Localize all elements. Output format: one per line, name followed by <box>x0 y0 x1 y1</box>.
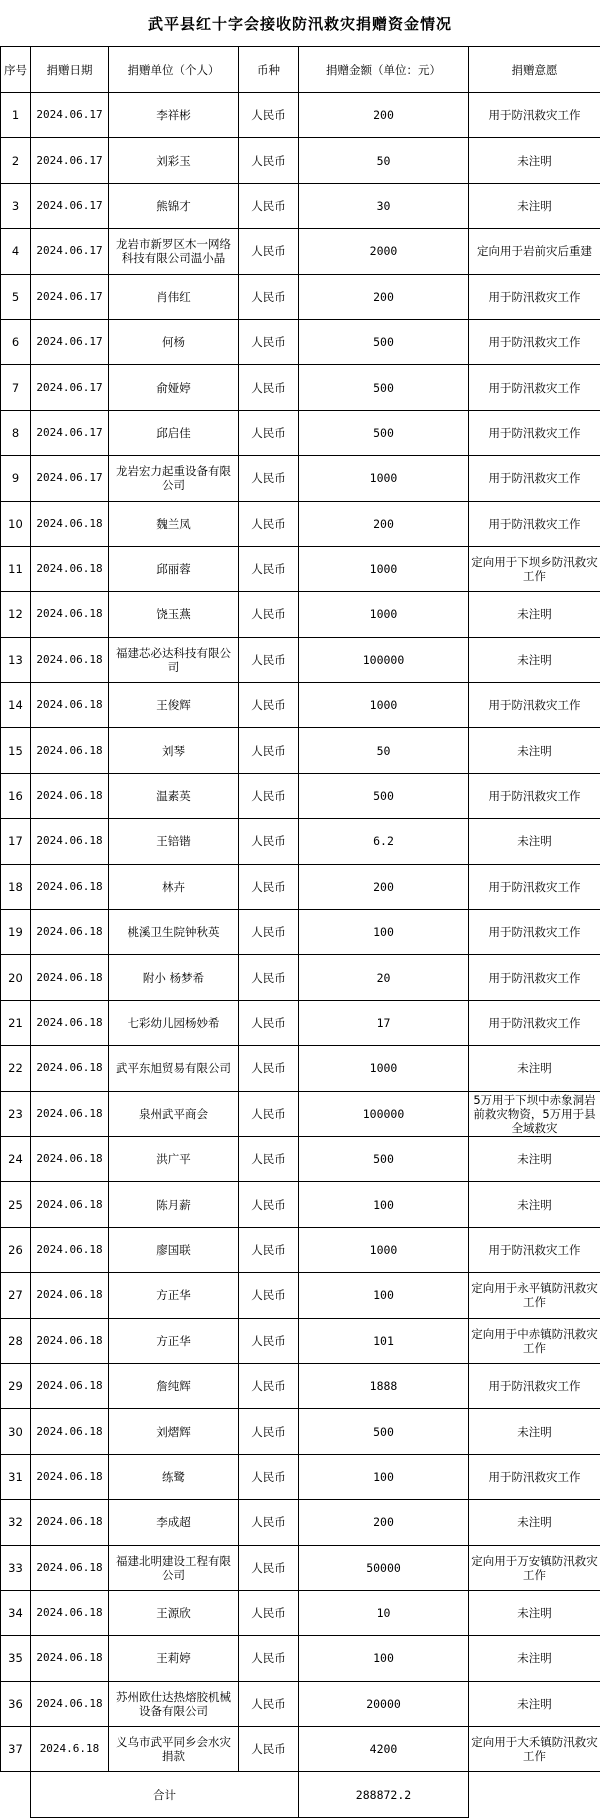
cell-purpose: 未注明 <box>469 1636 600 1681</box>
cell-no: 34 <box>1 1590 31 1635</box>
cell-donor: 方正华 <box>109 1273 239 1318</box>
cell-amount: 17 <box>299 1000 469 1045</box>
cell-currency: 人民币 <box>239 955 299 1000</box>
cell-donor: 李成超 <box>109 1500 239 1545</box>
cell-amount: 100 <box>299 1636 469 1681</box>
cell-purpose: 未注明 <box>469 728 600 773</box>
table-row <box>1 1545 600 1590</box>
cell-date: 2024.06.17 <box>31 274 109 319</box>
cell-date: 2024.06.18 <box>31 501 109 546</box>
header-amount: 捐赠金额（单位：元） <box>299 47 469 93</box>
cell-purpose: 未注明 <box>469 1681 600 1726</box>
cell-no: 21 <box>1 1000 31 1045</box>
cell-no: 15 <box>1 728 31 773</box>
cell-amount: 50000 <box>299 1545 469 1590</box>
cell-purpose: 定向用于大禾镇防汛救灾工作 <box>469 1727 600 1772</box>
cell-amount: 200 <box>299 864 469 909</box>
cell-currency: 人民币 <box>239 773 299 818</box>
cell-amount: 500 <box>299 1409 469 1454</box>
cell-donor: 廖国联 <box>109 1227 239 1272</box>
table-row <box>1 955 600 1000</box>
cell-amount: 6.2 <box>299 819 469 864</box>
cell-amount: 100000 <box>299 1091 469 1136</box>
cell-donor: 魏兰凤 <box>109 501 239 546</box>
cell-no: 5 <box>1 274 31 319</box>
cell-purpose: 用于防汛救灾工作 <box>469 1227 600 1272</box>
cell-purpose: 用于防汛救灾工作 <box>469 501 600 546</box>
cell-purpose: 用于防汛救灾工作 <box>469 410 600 455</box>
cell-amount: 500 <box>299 319 469 364</box>
table-header-row <box>1 47 600 93</box>
cell-donor: 洪广平 <box>109 1136 239 1181</box>
table-row <box>1 410 600 455</box>
cell-no: 22 <box>1 1046 31 1091</box>
cell-donor: 王俊辉 <box>109 683 239 728</box>
cell-date: 2024.06.17 <box>31 138 109 183</box>
table-row <box>1 546 600 591</box>
cell-no: 2 <box>1 138 31 183</box>
cell-currency: 人民币 <box>239 501 299 546</box>
cell-date: 2024.06.18 <box>31 819 109 864</box>
cell-date: 2024.06.18 <box>31 773 109 818</box>
cell-donor: 王锫锴 <box>109 819 239 864</box>
cell-amount: 101 <box>299 1318 469 1363</box>
cell-date: 2024.06.18 <box>31 1454 109 1499</box>
cell-currency: 人民币 <box>239 1091 299 1136</box>
cell-purpose: 未注明 <box>469 138 600 183</box>
cell-currency: 人民币 <box>239 229 299 274</box>
cell-no: 10 <box>1 501 31 546</box>
cell-amount: 200 <box>299 1500 469 1545</box>
cell-donor: 王源欣 <box>109 1590 239 1635</box>
cell-no: 23 <box>1 1091 31 1136</box>
cell-amount: 20000 <box>299 1681 469 1726</box>
cell-amount: 1000 <box>299 683 469 728</box>
table-row <box>1 138 600 183</box>
cell-donor: 附小 杨梦希 <box>109 955 239 1000</box>
cell-amount: 2000 <box>299 229 469 274</box>
table-row <box>1 1500 600 1545</box>
cell-date: 2024.06.18 <box>31 1227 109 1272</box>
cell-amount: 100000 <box>299 637 469 682</box>
cell-no: 8 <box>1 410 31 455</box>
cell-purpose: 用于防汛救灾工作 <box>469 773 600 818</box>
cell-no: 11 <box>1 546 31 591</box>
table-row <box>1 1318 600 1363</box>
cell-donor: 俞娅婷 <box>109 365 239 410</box>
cell-purpose: 用于防汛救灾工作 <box>469 683 600 728</box>
cell-amount: 50 <box>299 138 469 183</box>
cell-donor: 邱启佳 <box>109 410 239 455</box>
cell-currency: 人民币 <box>239 93 299 138</box>
cell-no: 14 <box>1 683 31 728</box>
cell-donor: 林卉 <box>109 864 239 909</box>
cell-amount: 1888 <box>299 1363 469 1408</box>
cell-amount: 200 <box>299 501 469 546</box>
cell-no: 19 <box>1 910 31 955</box>
cell-purpose: 未注明 <box>469 1409 600 1454</box>
cell-amount: 50 <box>299 728 469 773</box>
cell-donor: 练鹭 <box>109 1454 239 1499</box>
cell-currency: 人民币 <box>239 319 299 364</box>
header-currency: 币种 <box>239 47 299 93</box>
cell-date: 2024.06.18 <box>31 592 109 637</box>
cell-donor: 龙岩市新罗区木一网络科技有限公司温小晶 <box>109 229 239 274</box>
cell-currency: 人民币 <box>239 138 299 183</box>
cell-currency: 人民币 <box>239 1727 299 1772</box>
cell-purpose: 定向用于中赤镇防汛救灾工作 <box>469 1318 600 1363</box>
cell-no: 1 <box>1 93 31 138</box>
cell-currency: 人民币 <box>239 1136 299 1181</box>
cell-purpose: 用于防汛救灾工作 <box>469 864 600 909</box>
cell-no: 37 <box>1 1727 31 1772</box>
cell-date: 2024.06.18 <box>31 1545 109 1590</box>
cell-no: 9 <box>1 456 31 501</box>
cell-date: 2024.06.18 <box>31 1182 109 1227</box>
cell-currency: 人民币 <box>239 1000 299 1045</box>
cell-purpose: 用于防汛救灾工作 <box>469 910 600 955</box>
table-row <box>1 1136 600 1181</box>
cell-amount: 1000 <box>299 592 469 637</box>
cell-date: 2024.06.18 <box>31 1136 109 1181</box>
cell-date: 2024.06.17 <box>31 319 109 364</box>
cell-currency: 人民币 <box>239 365 299 410</box>
cell-date: 2024.06.18 <box>31 1091 109 1136</box>
table-row <box>1 1681 600 1726</box>
header-purpose: 捐赠意愿 <box>469 47 600 93</box>
cell-currency: 人民币 <box>239 1636 299 1681</box>
cell-purpose: 用于防汛救灾工作 <box>469 1363 600 1408</box>
cell-amount: 1000 <box>299 456 469 501</box>
table-row <box>1 773 600 818</box>
cell-amount: 30 <box>299 183 469 228</box>
cell-purpose: 用于防汛救灾工作 <box>469 1000 600 1045</box>
table-row <box>1 1636 600 1681</box>
cell-date: 2024.06.18 <box>31 1681 109 1726</box>
cell-amount: 20 <box>299 955 469 1000</box>
cell-donor: 陈月薪 <box>109 1182 239 1227</box>
cell-no: 3 <box>1 183 31 228</box>
table-row <box>1 683 600 728</box>
cell-no: 24 <box>1 1136 31 1181</box>
cell-donor: 熊锦才 <box>109 183 239 228</box>
cell-currency: 人民币 <box>239 183 299 228</box>
cell-donor: 李祥彬 <box>109 93 239 138</box>
cell-no: 29 <box>1 1363 31 1408</box>
cell-currency: 人民币 <box>239 1681 299 1726</box>
cell-no: 18 <box>1 864 31 909</box>
cell-donor: 邱丽蓉 <box>109 546 239 591</box>
cell-no: 32 <box>1 1500 31 1545</box>
cell-no: 16 <box>1 773 31 818</box>
cell-purpose: 用于防汛救灾工作 <box>469 955 600 1000</box>
cell-donor: 王莉婷 <box>109 1636 239 1681</box>
table-row <box>1 1590 600 1635</box>
table-row <box>1 365 600 410</box>
cell-no: 36 <box>1 1681 31 1726</box>
table-row <box>1 592 600 637</box>
cell-date: 2024.06.18 <box>31 910 109 955</box>
table-row <box>1 229 600 274</box>
cell-donor: 七彩幼儿园杨妙希 <box>109 1000 239 1045</box>
cell-currency: 人民币 <box>239 1500 299 1545</box>
cell-date: 2024.06.18 <box>31 1409 109 1454</box>
cell-donor: 武平东旭贸易有限公司 <box>109 1046 239 1091</box>
cell-no: 30 <box>1 1409 31 1454</box>
cell-date: 2024.06.17 <box>31 93 109 138</box>
cell-donor: 泉州武平商会 <box>109 1091 239 1136</box>
cell-currency: 人民币 <box>239 1409 299 1454</box>
header-no: 序号 <box>1 47 31 93</box>
cell-no: 33 <box>1 1545 31 1590</box>
cell-purpose: 未注明 <box>469 637 600 682</box>
cell-purpose: 定向用于岩前灾后重建 <box>469 229 600 274</box>
cell-no: 20 <box>1 955 31 1000</box>
cell-purpose: 用于防汛救灾工作 <box>469 319 600 364</box>
cell-amount: 500 <box>299 365 469 410</box>
cell-no: 12 <box>1 592 31 637</box>
cell-purpose: 5万用于下坝中赤象洞岩前救灾物资，5万用于县全域救灾 <box>469 1091 600 1136</box>
cell-amount: 500 <box>299 1136 469 1181</box>
cell-amount: 500 <box>299 410 469 455</box>
cell-currency: 人民币 <box>239 1273 299 1318</box>
cell-currency: 人民币 <box>239 1545 299 1590</box>
table-row <box>1 864 600 909</box>
cell-donor: 刘琴 <box>109 728 239 773</box>
table-row <box>1 501 600 546</box>
table-row <box>1 1363 600 1408</box>
cell-date: 2024.06.18 <box>31 546 109 591</box>
cell-no: 31 <box>1 1454 31 1499</box>
cell-purpose: 未注明 <box>469 1046 600 1091</box>
cell-no: 28 <box>1 1318 31 1363</box>
cell-amount: 100 <box>299 1182 469 1227</box>
cell-donor: 苏州欧仕达热熔胶机械设备有限公司 <box>109 1681 239 1726</box>
cell-amount: 500 <box>299 773 469 818</box>
table-row <box>1 1046 600 1091</box>
table-row <box>1 456 600 501</box>
cell-currency: 人民币 <box>239 546 299 591</box>
table-row <box>1 1273 600 1318</box>
cell-donor: 饶玉燕 <box>109 592 239 637</box>
cell-no: 13 <box>1 637 31 682</box>
cell-date: 2024.06.18 <box>31 864 109 909</box>
cell-purpose: 定向用于万安镇防汛救灾工作 <box>469 1545 600 1590</box>
cell-donor: 桃溪卫生院钟秋英 <box>109 910 239 955</box>
cell-purpose: 定向用于永平镇防汛救灾工作 <box>469 1273 600 1318</box>
cell-donor: 义乌市武平同乡会水灾捐款 <box>109 1727 239 1772</box>
cell-date: 2024.06.18 <box>31 1363 109 1408</box>
cell-purpose: 未注明 <box>469 1136 600 1181</box>
cell-currency: 人民币 <box>239 1318 299 1363</box>
cell-currency: 人民币 <box>239 456 299 501</box>
cell-currency: 人民币 <box>239 819 299 864</box>
cell-date: 2024.06.17 <box>31 410 109 455</box>
cell-date: 2024.06.17 <box>31 456 109 501</box>
cell-currency: 人民币 <box>239 910 299 955</box>
table-row <box>1 1409 600 1454</box>
cell-purpose: 未注明 <box>469 819 600 864</box>
cell-purpose: 用于防汛救灾工作 <box>469 274 600 319</box>
cell-currency: 人民币 <box>239 1454 299 1499</box>
table-row <box>1 1000 600 1045</box>
cell-date: 2024.06.17 <box>31 229 109 274</box>
cell-date: 2024.06.18 <box>31 1318 109 1363</box>
cell-date: 2024.06.18 <box>31 1000 109 1045</box>
donation-table <box>0 46 600 1818</box>
cell-no: 26 <box>1 1227 31 1272</box>
cell-donor: 詹纯辉 <box>109 1363 239 1408</box>
table-row <box>1 1091 600 1136</box>
table-row <box>1 728 600 773</box>
cell-date: 2024.06.18 <box>31 955 109 1000</box>
table-row <box>1 319 600 364</box>
cell-amount: 4200 <box>299 1727 469 1772</box>
header-date: 捐赠日期 <box>31 47 109 93</box>
cell-no: 7 <box>1 365 31 410</box>
total-amount: 288872.2 <box>299 1772 469 1818</box>
cell-purpose: 用于防汛救灾工作 <box>469 93 600 138</box>
cell-purpose: 未注明 <box>469 1500 600 1545</box>
cell-donor: 福建北明建设工程有限公司 <box>109 1545 239 1590</box>
cell-purpose: 用于防汛救灾工作 <box>469 1454 600 1499</box>
cell-date: 2024.06.18 <box>31 1500 109 1545</box>
cell-amount: 10 <box>299 1590 469 1635</box>
cell-no: 17 <box>1 819 31 864</box>
cell-amount: 1000 <box>299 546 469 591</box>
cell-no: 25 <box>1 1182 31 1227</box>
cell-donor: 刘彩玉 <box>109 138 239 183</box>
cell-amount: 1000 <box>299 1046 469 1091</box>
cell-date: 2024.06.18 <box>31 728 109 773</box>
cell-donor: 肖伟红 <box>109 274 239 319</box>
cell-purpose: 未注明 <box>469 1182 600 1227</box>
table-row <box>1 819 600 864</box>
cell-purpose: 用于防汛救灾工作 <box>469 456 600 501</box>
total-blank-1 <box>1 1772 31 1818</box>
cell-no: 6 <box>1 319 31 364</box>
table-row <box>1 1227 600 1272</box>
cell-amount: 200 <box>299 93 469 138</box>
total-row <box>1 1772 600 1818</box>
cell-currency: 人民币 <box>239 410 299 455</box>
cell-donor: 何杨 <box>109 319 239 364</box>
cell-currency: 人民币 <box>239 728 299 773</box>
cell-currency: 人民币 <box>239 1363 299 1408</box>
cell-donor: 福建芯必达科技有限公司 <box>109 637 239 682</box>
cell-no: 27 <box>1 1273 31 1318</box>
cell-date: 2024.06.17 <box>31 183 109 228</box>
cell-currency: 人民币 <box>239 1046 299 1091</box>
cell-no: 4 <box>1 229 31 274</box>
cell-currency: 人民币 <box>239 274 299 319</box>
cell-amount: 100 <box>299 910 469 955</box>
cell-amount: 100 <box>299 1273 469 1318</box>
cell-date: 2024.06.17 <box>31 365 109 410</box>
cell-purpose: 未注明 <box>469 183 600 228</box>
cell-date: 2024.06.18 <box>31 1590 109 1635</box>
cell-date: 2024.06.18 <box>31 637 109 682</box>
total-label: 合计 <box>31 1772 299 1818</box>
table-row <box>1 93 600 138</box>
cell-currency: 人民币 <box>239 1590 299 1635</box>
cell-currency: 人民币 <box>239 592 299 637</box>
cell-amount: 1000 <box>299 1227 469 1272</box>
cell-donor: 龙岩宏力起重设备有限公司 <box>109 456 239 501</box>
cell-date: 2024.06.18 <box>31 1636 109 1681</box>
cell-date: 2024.06.18 <box>31 1046 109 1091</box>
cell-purpose: 用于防汛救灾工作 <box>469 365 600 410</box>
cell-date: 2024.6.18 <box>31 1727 109 1772</box>
table-row <box>1 910 600 955</box>
table-row <box>1 1182 600 1227</box>
cell-purpose: 定向用于下坝乡防汛救灾工作 <box>469 546 600 591</box>
cell-purpose: 未注明 <box>469 592 600 637</box>
cell-date: 2024.06.18 <box>31 683 109 728</box>
cell-no: 35 <box>1 1636 31 1681</box>
table-row <box>1 637 600 682</box>
cell-currency: 人民币 <box>239 1182 299 1227</box>
cell-currency: 人民币 <box>239 1227 299 1272</box>
cell-donor: 温素英 <box>109 773 239 818</box>
cell-donor: 方正华 <box>109 1318 239 1363</box>
header-donor: 捐赠单位（个人） <box>109 47 239 93</box>
cell-date: 2024.06.18 <box>31 1273 109 1318</box>
cell-amount: 100 <box>299 1454 469 1499</box>
cell-currency: 人民币 <box>239 683 299 728</box>
cell-purpose: 未注明 <box>469 1590 600 1635</box>
page-title: 武平县红十字会接收防汛救灾捐赠资金情况 <box>0 0 600 46</box>
cell-donor: 刘熠辉 <box>109 1409 239 1454</box>
cell-amount: 200 <box>299 274 469 319</box>
table-row <box>1 274 600 319</box>
cell-currency: 人民币 <box>239 864 299 909</box>
table-row <box>1 1454 600 1499</box>
cell-currency: 人民币 <box>239 637 299 682</box>
total-blank-2 <box>469 1772 600 1818</box>
table-row <box>1 1727 600 1772</box>
table-row <box>1 183 600 228</box>
